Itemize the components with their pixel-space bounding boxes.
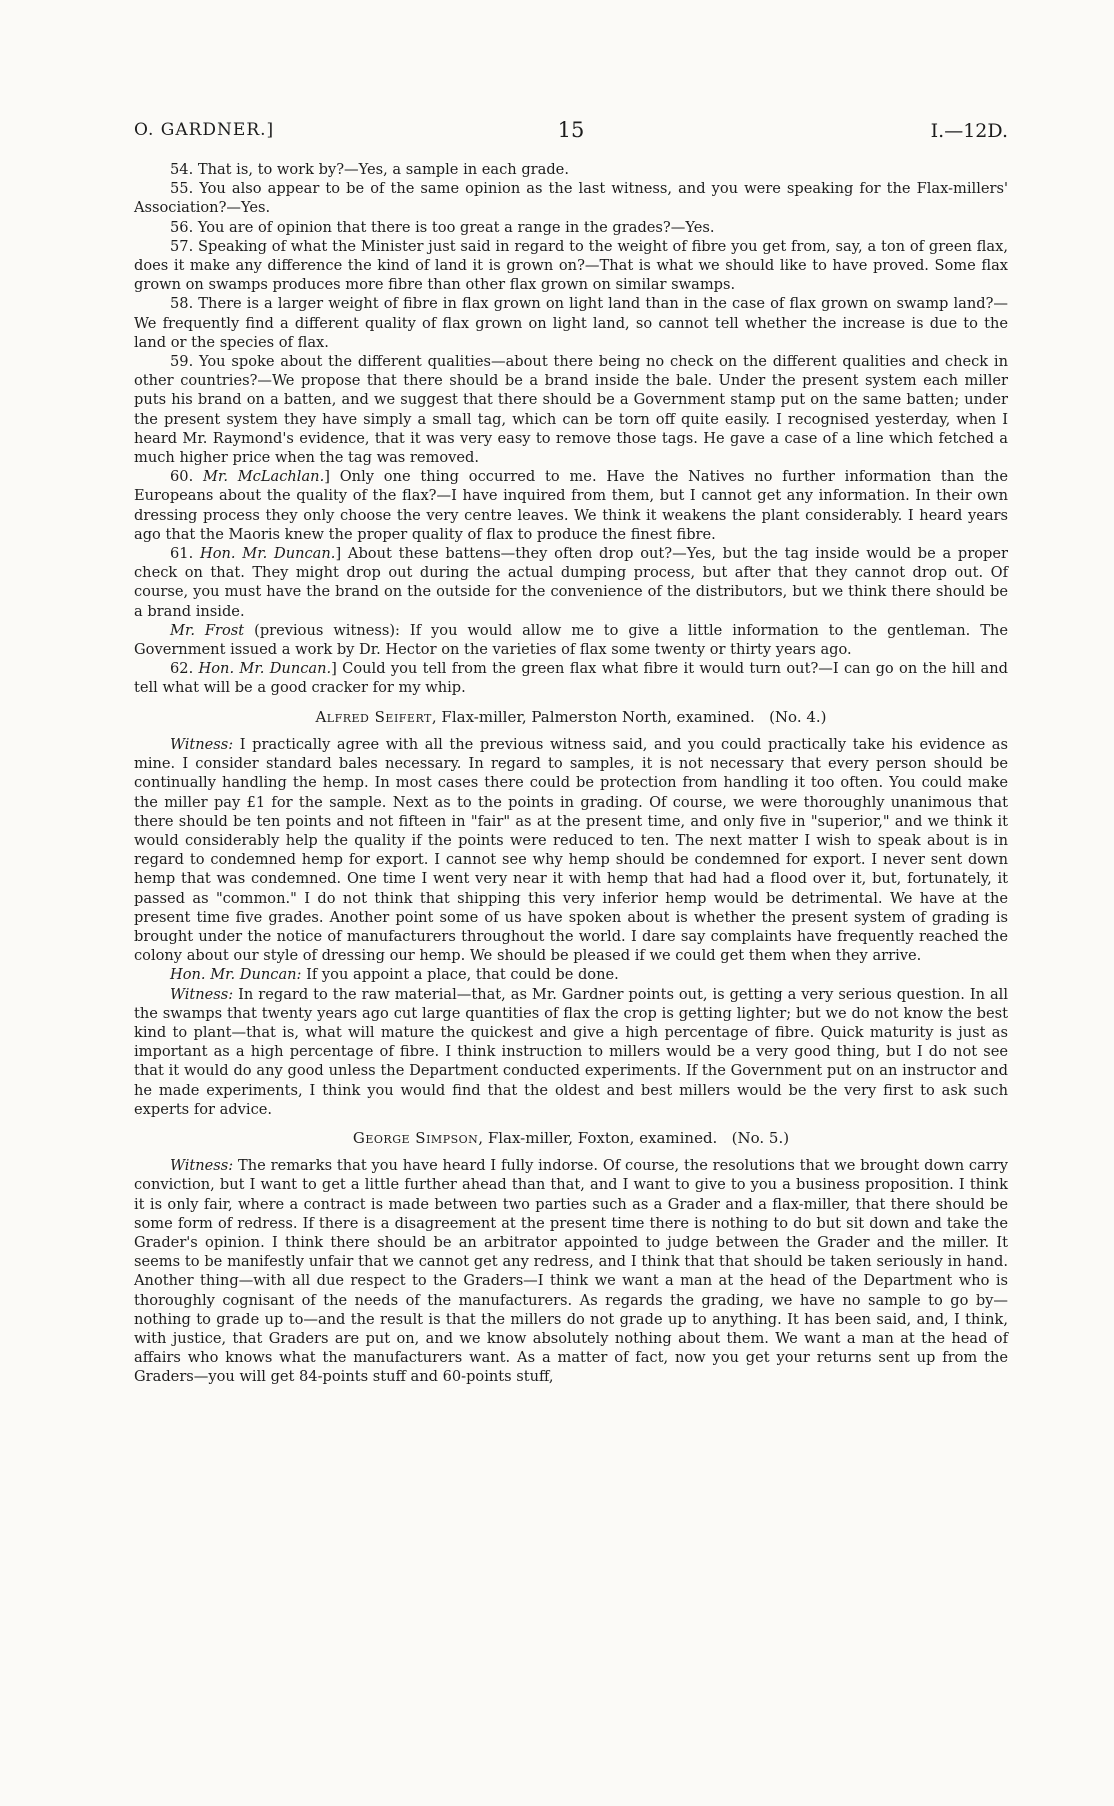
speaker-name: Hon. Mr. Duncan. <box>199 545 336 563</box>
question-59: 59. You spoke about the different qualities—about there being no check on the different qualities and check in other countries?—We propose that there should be a brand inside the bale. Under the present system each miller puts his brand on a batten, and we suggest that there should be a Government stamp put on the same batten; under the present system they have simply a small tag, which can be torn off quite easily. I recognised yesterday, when I heard Mr. Raymond's evidence, that it was very easy to remove those tags. He gave a case of a line which fetched a much higher price when the tag was removed. <box>134 353 1008 467</box>
witness-description: , Flax-miller, Palmerston North, examined. <box>431 707 755 726</box>
page-number: 15 <box>557 118 585 142</box>
document-page <box>134 120 1008 1387</box>
remark-text: (previous witness): If you would allow me to give a little information to the gentleman. The Government issued a work by Dr. Hector on the varieties of flax some twenty or thirty years ago. <box>134 621 1009 659</box>
question-60: 60. Mr. McLachlan.] Only one thing occurred to me. Have the Natives no further information than the Europeans about the quality of the flax?—I have inquired from them, but I cannot get any information. In their own dressing process they only choose the very centre leaves. We think it weakens the plant considerably. I heard years ago that the Maoris knew the proper quality of flax to produce the finest fibre. <box>134 468 1008 543</box>
speaker-label: Witness: <box>170 735 234 753</box>
question-text: About these battens—they often drop out?—Yes, but the tag inside would be a proper check on that. They might drop out during the actual dumping process, but after that they cannot drop out. Of course, you must have the brand on the outside for the convenience of the distributors, but we think there should be a brand inside. <box>134 545 1008 620</box>
question-text: Could you tell from the green flax what fibre it would turn out?—I can go on the hill and tell what will be a good cracker for my whip. <box>134 660 1008 697</box>
speaker-label: Witness: <box>170 985 234 1003</box>
question-56: 56. You are of opinion that there is too great a range in the grades?—Yes. <box>170 218 715 236</box>
question-58: 58. There is a larger weight of fibre in flax grown on light land than in the case of flax grown on swamp land?—We frequently find a different quality of flax grown on light land, so cannot tell whether the increase is due to the land or the species of flax. <box>134 295 1008 351</box>
question-54: 54. That is, to work by?—Yes, a sample in each grade. <box>170 161 569 178</box>
speaker-name: Mr. McLachlan. <box>203 468 325 486</box>
seifert-statement-1 <box>134 735 1008 965</box>
statement-text: I practically agree with all the previous witness said, and you could practically take his evidence as mine. I consider standard bales necessary. In regard to samples, it is not necessary that every person should be continually handling the hemp. In most cases there could be protection from handling it too often. You could make the miller pay £1 for the sample. Next as to the points in grading. Of course, we were thoroughly unanimous that there should be ten points and not fifteen in "fair" as at the present time, and only five in "superior," and we think it would considerably help the quality if the points were reduced to ten. The next matter I wish to speak about is in regard to condemned hemp for export. I cannot see why hemp should be condemned for export. I never sent down hemp that was condemned. One time I went very near it with hemp that had had a flood over it, but, fortunately, it passed as "common." I do not think that shipping this very inferior hemp would be detrimental. We have at the present time five grades. Another point some of us have spoken about is whether the present system of grading is brought under the notice of manufacturers throughout the world. I dare say complaints have frequently reached the colony about our style of dressing our hemp. We should be pleased if we could get them when they arrive. <box>134 735 1008 965</box>
remark-text: If you appoint a place, that could be done. <box>306 966 619 984</box>
page-header <box>134 120 1008 146</box>
question-55: 55. You also appear to be of the same opinion as the last witness, and you were speaking for the Flax-millers' Association?—Yes. <box>134 180 1008 217</box>
speaker-name: Mr. Frost <box>170 621 245 639</box>
witness-description: , Flax-miller, Foxton, examined. <box>478 1128 718 1147</box>
question-61: 61. Hon. Mr. Duncan.] About these battens—they often drop out?—Yes, but the tag inside would be a proper check on that. They might drop out during the actual dumping process, but after that they cannot drop out. Of course, you must have the brand on the outside for the convenience of the distributors, but we think there should be a brand inside. <box>134 545 1008 620</box>
question-62: 62. Hon. Mr. Duncan.] Could you tell from the green flax what fibre it would turn out?—I can go on the hill and tell what will be a good cracker for my whip. <box>134 660 1008 697</box>
speaker-name: Hon. Mr. Duncan. <box>198 660 332 678</box>
question-57: 57. Speaking of what the Minister just said in regard to the weight of fibre you get from, say, a ton of green flax, does it make any difference the kind of land it is grown on?—That is what we should like to have proved. Some flax grown on swamps produces more fibre than other flax grown on similar swamps. <box>134 237 1008 294</box>
witness-number: (No. 4.) <box>769 707 827 726</box>
simpson-statement <box>134 1156 1008 1386</box>
witness-heading-seifert <box>134 708 1008 727</box>
statement-text: In regard to the raw material—that, as Mr. Gardner points out, is getting a very serious question. In all the swamps that twenty years ago cut large quantities of flax the crop is getting lighter; but we do not know the best kind to plant—that is, what will mature the quickest and give a high percentage of fibre. Quick maturity is just as important as a high percentage of fibre. I think instruction to millers would be a very good thing, but I do not see that it would do any good unless the Department conducted experiments. If the Government put on an instructor and he made experiments, I think you would find that the oldest and best millers would be the very first to ask such experts for advice. <box>134 985 1008 1118</box>
witness-name: George Simpson <box>352 1128 479 1147</box>
header-witness-name: O. GARDNER.] <box>134 120 275 140</box>
document-reference: I.—12D. <box>930 120 1008 142</box>
duncan-remark <box>134 965 1008 984</box>
seifert-statement-2 <box>134 985 1008 1119</box>
statement-text: The remarks that you have heard I fully indorse. Of course, the resolutions that we brought down carry conviction, but I want to get a little further ahead than that, and I want to give to you a business proposition. I think it is only fair, where a contract is made between two parties such as a Grader and a flax-miller, that there should be some form of redress. If there is a disagreement at the present time there is nothing to do but sit down and take the Grader's opinion. I think there should be an arbitrator appointed to judge between the Grader and the miller. It seems to be manifestly unfair that we cannot get any redress, and I think that that should be taken seriously in hand. Another thing—with all due respect to the Graders—I think we want a man at the head of the Department who is thoroughly cognisant of the needs of the manufacturers. As regards the grading, we have no sample to go by—nothing to grade up to—and the result is that the millers do not grade up to anything. It has been said, and, I think, with justice, that Graders are put on, and we know absolutely nothing about them. We want a man at the head of affairs who knows what the manufacturers want. As a matter of fact, now you get your returns sent up from the Graders—you will get 84-points stuff and 60-points stuff, <box>134 1157 1008 1386</box>
speaker-label: Hon. Mr. Duncan: <box>170 966 302 984</box>
document-body <box>134 160 1008 1387</box>
question-text: Only one thing occurred to me. Have the Natives no further information than the Europeans about the quality of the flax?—I have inquired from them, but I cannot get any information. In their own dressing process they only choose the very centre leaves. We think it weakens the plant considerably. I heard years ago that the Maoris knew the proper quality of flax to produce the finest fibre. <box>134 468 1008 543</box>
speaker-label: Witness: <box>170 1157 234 1175</box>
witness-heading-simpson <box>134 1129 1008 1148</box>
frost-remark <box>134 621 1008 659</box>
witness-name: Alfred Seifert <box>315 707 432 726</box>
witness-number: (No. 5.) <box>731 1128 790 1147</box>
